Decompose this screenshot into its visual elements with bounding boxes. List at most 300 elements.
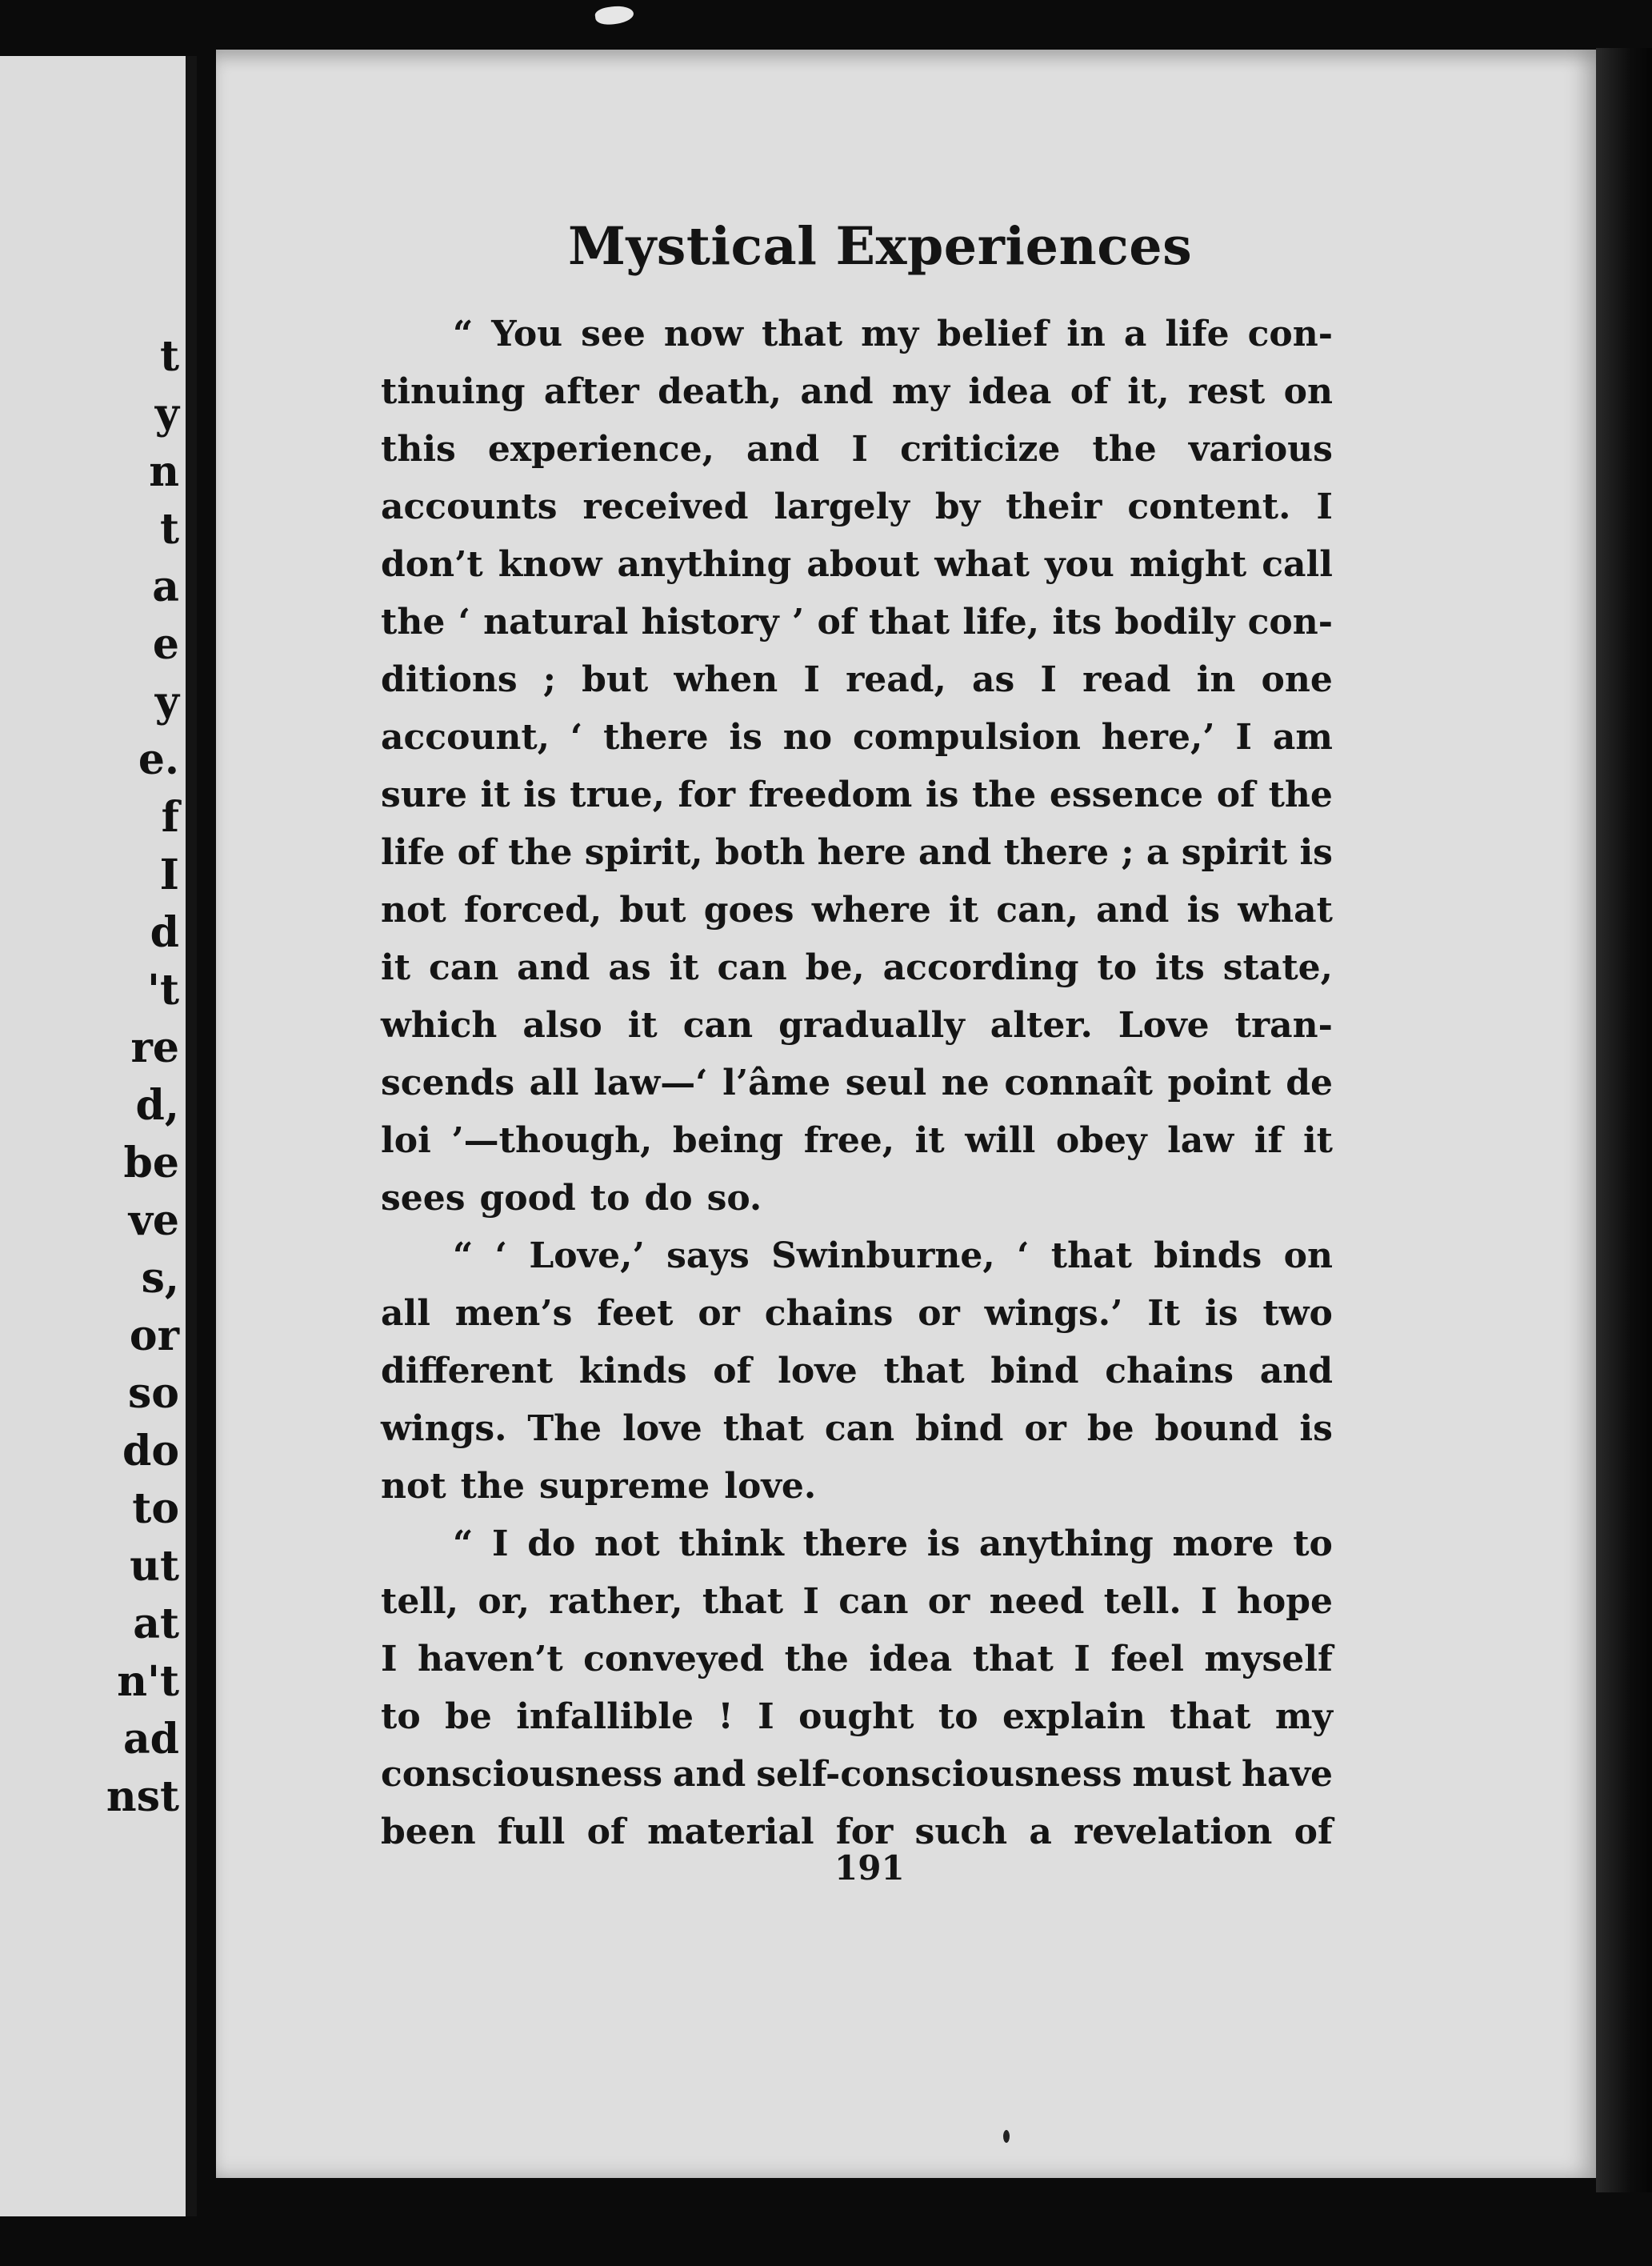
page-edge-shadow — [1596, 48, 1652, 2192]
word: connaît — [1004, 1063, 1153, 1103]
word: sure — [381, 775, 467, 815]
word: as — [971, 659, 1015, 700]
word: feet — [597, 1293, 674, 1334]
word: rather, — [549, 1581, 683, 1622]
word: my — [1274, 1696, 1333, 1737]
word: loi — [381, 1120, 431, 1161]
word: it — [669, 947, 699, 988]
word: alter. — [990, 1005, 1093, 1046]
word: “ — [453, 1523, 474, 1564]
word: so. — [706, 1178, 762, 1219]
word: it, — [1127, 371, 1170, 412]
text-line — [381, 1400, 1333, 1458]
word: all — [529, 1063, 579, 1103]
word: I — [1200, 1581, 1218, 1622]
word: the — [784, 1639, 849, 1679]
word: ; — [542, 659, 557, 700]
facing-page-char: d, — [135, 1081, 179, 1130]
word: life — [381, 832, 446, 873]
word: of — [817, 602, 856, 643]
word: ’ — [791, 602, 805, 643]
facing-page-char: s, — [141, 1254, 179, 1303]
word: one — [1261, 659, 1333, 700]
text-line — [381, 709, 1333, 767]
text-line — [381, 1285, 1333, 1343]
word: that — [702, 1581, 784, 1622]
text-line — [381, 421, 1333, 478]
word: this — [381, 429, 456, 470]
word: “ — [453, 314, 474, 354]
word: I — [851, 429, 868, 470]
word: think — [678, 1523, 784, 1564]
word: Love — [1118, 1005, 1210, 1046]
word: such — [914, 1812, 1008, 1852]
word: will — [965, 1120, 1036, 1161]
word: ought — [798, 1696, 914, 1737]
text-line — [381, 306, 1333, 363]
word: I — [1316, 486, 1333, 527]
word: spirit — [1181, 832, 1288, 873]
word: here — [817, 832, 906, 873]
word: the — [460, 1466, 525, 1507]
facing-page-fragment — [0, 56, 197, 2216]
word: there — [802, 1523, 909, 1564]
word: ‘ — [494, 1235, 507, 1276]
word: con- — [1247, 602, 1333, 643]
word: that — [761, 314, 843, 354]
word: criticize — [900, 429, 1061, 470]
word: on — [1283, 371, 1333, 412]
word: can — [838, 1581, 909, 1622]
word: accounts — [381, 486, 558, 527]
facing-page-char: ve — [128, 1196, 179, 1245]
word: compulsion — [852, 717, 1081, 758]
word: more — [1172, 1523, 1274, 1564]
word: here,’ — [1101, 717, 1215, 758]
word: but — [619, 890, 686, 931]
word: received — [582, 486, 749, 527]
word: of — [1294, 1812, 1333, 1852]
word: scends — [381, 1063, 515, 1103]
word: bind — [915, 1408, 1004, 1449]
word: binds — [1154, 1235, 1262, 1276]
word: ‘ — [1017, 1235, 1030, 1276]
word: You — [491, 314, 563, 354]
body-text — [381, 306, 1333, 1861]
word: been — [381, 1812, 476, 1852]
word: ‘ — [570, 717, 583, 758]
word: you — [1044, 544, 1114, 585]
facing-page-char: 't — [147, 966, 179, 1015]
word: “ — [453, 1235, 474, 1276]
word: that — [868, 602, 950, 643]
word: feel — [1110, 1639, 1184, 1679]
word: being — [672, 1120, 784, 1161]
word: not — [594, 1523, 660, 1564]
word: says — [666, 1235, 750, 1276]
word: I — [802, 1581, 819, 1622]
word: its — [1155, 947, 1205, 988]
word: spirit, — [584, 832, 703, 873]
word: and — [1096, 890, 1170, 931]
word: do — [644, 1178, 693, 1219]
text-line — [381, 1170, 1333, 1227]
word: it — [381, 947, 411, 988]
word: for — [835, 1812, 894, 1852]
word: de — [1286, 1063, 1333, 1103]
page-number: 191 — [834, 1848, 905, 1888]
word: a — [1123, 314, 1147, 354]
word: l’âme — [722, 1063, 831, 1103]
word: to — [1097, 947, 1138, 988]
text-line — [381, 1515, 1333, 1573]
word: is — [1186, 890, 1221, 931]
text-line — [381, 767, 1333, 824]
word: The — [527, 1408, 602, 1449]
word: a — [1029, 1812, 1052, 1852]
text-line — [381, 824, 1333, 882]
word: what — [934, 544, 1030, 585]
word: ! — [718, 1696, 734, 1737]
word: different — [381, 1351, 554, 1391]
word: largely — [774, 486, 910, 527]
word: it — [480, 775, 510, 815]
word: tell, — [381, 1581, 459, 1622]
word: I — [491, 1523, 509, 1564]
word: and — [918, 832, 992, 873]
word: am — [1272, 717, 1333, 758]
word: it — [1302, 1120, 1333, 1161]
word: ; — [1121, 832, 1134, 873]
word: love — [778, 1351, 858, 1391]
word: obey — [1055, 1120, 1147, 1161]
word: rest — [1187, 371, 1266, 412]
word: full — [497, 1812, 566, 1852]
word: it — [949, 890, 979, 931]
word: tell. — [1103, 1581, 1182, 1622]
word: or — [927, 1581, 970, 1622]
word: it — [627, 1005, 658, 1046]
scan-speck — [594, 4, 635, 26]
word: I — [381, 1639, 398, 1679]
text-line — [381, 1112, 1333, 1170]
word: chains — [1105, 1351, 1234, 1391]
word: that — [1170, 1696, 1251, 1737]
word: of — [1216, 775, 1256, 815]
word: and — [673, 1754, 746, 1795]
facing-page-char: n — [149, 447, 179, 496]
word: death, — [658, 371, 782, 412]
word: or, — [478, 1581, 530, 1622]
word: life, — [962, 602, 1040, 643]
facing-page-char: y — [154, 390, 179, 438]
word: read, — [846, 659, 946, 700]
word: of — [457, 832, 496, 873]
word: also — [522, 1005, 602, 1046]
facing-page-char: nst — [106, 1772, 179, 1821]
word: the — [381, 602, 446, 643]
word: in — [1066, 314, 1106, 354]
word: don’t — [381, 544, 483, 585]
word: explain — [1002, 1696, 1146, 1737]
word: true, — [570, 775, 665, 815]
facing-page-char: ad — [122, 1715, 179, 1764]
word: its — [1052, 602, 1102, 643]
facing-page-char: y — [154, 678, 179, 727]
word: chains — [764, 1293, 894, 1334]
facing-page-char: to — [132, 1484, 179, 1533]
word: love — [622, 1408, 702, 1449]
word: haven’t — [418, 1639, 563, 1679]
facing-page-char: a — [152, 562, 179, 611]
word: that — [1050, 1235, 1132, 1276]
word: must — [1132, 1754, 1231, 1795]
word: life — [1165, 314, 1230, 354]
running-head: Mystical Experiences — [568, 216, 1193, 277]
word: be — [1086, 1408, 1134, 1449]
word: belief — [937, 314, 1049, 354]
word: but — [582, 659, 649, 700]
word: that — [972, 1639, 1054, 1679]
word: have — [1241, 1754, 1333, 1795]
word: can, — [996, 890, 1078, 931]
word: be — [445, 1696, 492, 1737]
word: revelation — [1074, 1812, 1273, 1852]
word: hope — [1236, 1581, 1333, 1622]
word: forced, — [463, 890, 602, 931]
text-line — [381, 1458, 1333, 1515]
word: now — [663, 314, 744, 354]
word: the — [508, 832, 573, 873]
facing-page-char: d — [150, 908, 179, 957]
facing-page-char: I — [159, 851, 179, 899]
word: content. — [1127, 486, 1291, 527]
text-line — [381, 363, 1333, 421]
word: my — [891, 371, 950, 412]
word: experience, — [487, 429, 714, 470]
text-line — [381, 594, 1333, 651]
text-line — [381, 1573, 1333, 1631]
word: all — [381, 1293, 430, 1334]
word: or — [918, 1293, 960, 1334]
word: to — [1293, 1523, 1333, 1564]
word: both — [714, 832, 806, 873]
word: ne — [941, 1063, 990, 1103]
word: about — [806, 544, 920, 585]
word: can — [682, 1005, 754, 1046]
word: It — [1147, 1293, 1181, 1334]
word: can — [824, 1408, 895, 1449]
word: not — [381, 890, 446, 931]
word: love. — [724, 1466, 817, 1507]
word: men’s — [454, 1293, 573, 1334]
word: anything — [617, 544, 792, 585]
text-line — [381, 536, 1333, 594]
word: of — [1070, 371, 1109, 412]
facing-page-char: ut — [130, 1542, 179, 1591]
word: no — [782, 717, 833, 758]
word: I — [1074, 1639, 1090, 1679]
word: is — [1204, 1293, 1238, 1334]
word: not — [381, 1466, 446, 1507]
facing-page-text-edge — [106, 328, 179, 1826]
word: anything — [978, 1523, 1154, 1564]
text-line — [381, 1055, 1333, 1112]
word: when — [674, 659, 778, 700]
word: state, — [1222, 947, 1333, 988]
word: might — [1129, 544, 1247, 585]
word: to — [590, 1178, 630, 1219]
word: idea — [968, 371, 1052, 412]
text-line — [381, 997, 1333, 1055]
word: of — [713, 1351, 752, 1391]
facing-page-char: f — [161, 793, 179, 842]
word: or — [698, 1293, 740, 1334]
word: law—‘ — [594, 1063, 708, 1103]
word: I — [1235, 717, 1253, 758]
word: bodily — [1114, 602, 1235, 643]
facing-page-char: t — [159, 505, 179, 554]
text-line — [381, 939, 1333, 997]
word: and — [746, 429, 820, 470]
text-line — [381, 882, 1333, 939]
word: is — [523, 775, 557, 815]
text-line — [381, 1746, 1333, 1804]
word: Love,’ — [529, 1235, 645, 1276]
text-line — [381, 478, 1333, 536]
word: which — [381, 1005, 498, 1046]
word: freedom — [748, 775, 913, 815]
word: it — [914, 1120, 945, 1161]
word: the — [1268, 775, 1333, 815]
facing-page-char: re — [130, 1023, 179, 1072]
facing-page-char: do — [122, 1427, 179, 1475]
word: the — [971, 775, 1037, 815]
word: for — [678, 775, 736, 815]
word: of — [586, 1812, 626, 1852]
word: can — [717, 947, 787, 988]
word: idea — [869, 1639, 953, 1679]
word: seul — [845, 1063, 927, 1103]
word: conveyed — [583, 1639, 765, 1679]
word: history — [641, 602, 779, 643]
word: is — [1299, 1408, 1333, 1449]
word: is — [729, 717, 762, 758]
word: be, — [805, 947, 865, 988]
word: goes — [703, 890, 794, 931]
text-line — [381, 1227, 1333, 1285]
word: after — [543, 371, 639, 412]
facing-page-char: so — [128, 1369, 179, 1418]
word: and — [517, 947, 590, 988]
word: I — [758, 1696, 774, 1737]
word: gradually — [778, 1005, 965, 1046]
word: good — [479, 1178, 576, 1219]
word: wings.’ — [984, 1293, 1123, 1334]
word: that — [722, 1408, 804, 1449]
word: the — [1092, 429, 1157, 470]
word: wings. — [381, 1408, 507, 1449]
word: point — [1167, 1063, 1271, 1103]
word: tinuing — [381, 371, 526, 412]
word: various — [1188, 429, 1333, 470]
word: and — [1259, 1351, 1333, 1391]
word: there — [603, 717, 709, 758]
text-line — [381, 1343, 1333, 1400]
word: or — [1024, 1408, 1066, 1449]
word: I — [803, 659, 820, 700]
word: their — [1006, 486, 1102, 527]
word: do — [527, 1523, 576, 1564]
word: sees — [381, 1178, 466, 1219]
word: call — [1262, 544, 1333, 585]
word: in — [1196, 659, 1236, 700]
word: is — [925, 775, 959, 815]
word: tran- — [1234, 1005, 1333, 1046]
word: to — [381, 1696, 421, 1737]
word: myself — [1204, 1639, 1333, 1679]
word: know — [498, 544, 602, 585]
word: see — [581, 314, 646, 354]
word: there — [1003, 832, 1110, 873]
word: account, — [381, 717, 550, 758]
word: on — [1283, 1235, 1333, 1276]
word: self-consciousness — [756, 1754, 1122, 1795]
word: natural — [483, 602, 629, 643]
word: need — [989, 1581, 1085, 1622]
word: as — [608, 947, 651, 988]
word: law — [1167, 1120, 1234, 1161]
word: according — [882, 947, 1079, 988]
word: read — [1082, 659, 1171, 700]
text-line — [381, 1631, 1333, 1688]
word: material — [647, 1812, 814, 1852]
facing-page-char: be — [123, 1139, 179, 1187]
facing-page-char: n't — [117, 1657, 179, 1706]
word: con- — [1247, 314, 1333, 354]
facing-page-char: t — [159, 332, 179, 381]
word: to — [938, 1696, 978, 1737]
text-line — [381, 1688, 1333, 1746]
word: I — [1040, 659, 1057, 700]
word: free, — [803, 1120, 895, 1161]
word: bound — [1154, 1408, 1279, 1449]
word: supreme — [538, 1466, 710, 1507]
word: that — [883, 1351, 965, 1391]
word: consciousness — [381, 1754, 663, 1795]
word: is — [1299, 832, 1333, 873]
word: is — [926, 1523, 961, 1564]
word: essence — [1049, 775, 1204, 815]
word: Swinburne, — [771, 1235, 995, 1276]
word: ’—though, — [451, 1120, 653, 1161]
facing-page-char: or — [129, 1311, 179, 1360]
word: a — [1146, 832, 1170, 873]
word: ‘ — [458, 602, 470, 643]
facing-page-char: at — [133, 1599, 179, 1648]
word: two — [1262, 1293, 1333, 1334]
word: can — [428, 947, 499, 988]
scan-speck — [1003, 2130, 1010, 2143]
word: my — [861, 314, 919, 354]
text-line — [381, 651, 1333, 709]
word: bind — [990, 1351, 1079, 1391]
word: where — [811, 890, 931, 931]
word: by — [934, 486, 981, 527]
facing-page-char: e — [152, 620, 179, 669]
word: ditions — [381, 659, 518, 700]
word: what — [1238, 890, 1333, 931]
